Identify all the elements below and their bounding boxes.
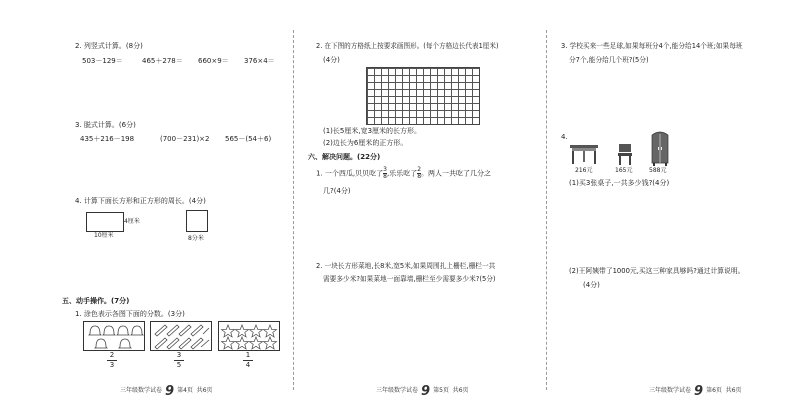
p2-q2-sub1: (1)长5厘米,宽3厘米的长方形。 [323,127,422,135]
p3-q4-num: 4. [561,133,568,141]
table-icon [569,143,599,165]
page-left [0,0,290,415]
cabinet-icon [651,130,669,166]
chair-icon [617,144,633,166]
p2-q2b-line2: 需要多少米?如果菜地一面靠墙,栅栏至少需要多少米?(5分) [323,275,496,283]
column-divider-1 [293,30,294,390]
q2-item-3: 660×9＝ [198,57,229,65]
bells-box [83,321,145,351]
footer-page-4: 三年级数学试卷 9 第4页 共6页 [120,384,213,399]
p2-q2-sub2: (2)边长为6厘米的正方形。 [323,139,408,147]
pencil-icons [151,322,211,350]
bell-icons [84,322,144,350]
q3-item-3: 565－(54＋6) [225,135,272,143]
p3-q4-sub2-line2: (4分) [583,281,600,289]
q2-item-4: 376×4＝ [244,57,275,65]
q3-item-2: (700－231)×2 [160,135,210,143]
stars-box [218,321,280,351]
section5-title: 五、动手操作。(7分) [62,297,130,305]
p3-q3-line2: 分7个,能分给几个班?(5分) [569,56,649,64]
pencils-box [150,321,212,351]
q2-title: 2. 列竖式计算。(8分) [75,42,143,50]
rect-length-label: 10厘米 [94,232,114,239]
q2-item-2: 465＋278＝ [142,57,183,65]
p2-q1-line1: 1. 一个西瓜,贝贝吃了 $\frac{3}{8}$ ,乐乐吃了 $\frac{2}{8}$ 。两人一共吃了几分之 [316,166,492,180]
column-divider-2 [546,30,547,390]
square-figure [186,210,208,232]
q4-title: 4. 计算下面长方形和正方形的周长。(4分) [75,197,206,205]
price-cabinet: 588元 [649,167,667,174]
p3-q4-sub1: (1)买3张桌子,一共多少钱?(4分) [569,179,670,187]
footer-page-6: 三年级数学试卷 9 第6页 共6页 [649,384,742,399]
q3-item-1: 435＋216－198 [80,135,135,143]
fraction-2-8: $\frac{2}{8}$ [417,166,422,180]
price-table: 216元 [575,167,593,174]
q3-title: 3. 脱式计算。(6分) [75,121,136,129]
q2-item-1: 503－129＝ [82,57,123,65]
rect-width-label: 4厘米 [124,218,140,225]
s5-q1-title: 1. 涂色表示各图下面的分数。(3分) [75,310,185,318]
fraction-3-8: $\frac{3}{8}$ [383,166,387,180]
rectangle-figure [86,212,124,232]
p2-q2b-line1: 2. 一块长方形菜地,长8米,宽5米,如果周围扎上栅栏,栅栏一共 [316,262,496,270]
square-grid-paper [366,67,480,125]
square-label: 8分米 [188,235,204,242]
page-middle [296,0,546,415]
p2-q2-score: (4分) [323,56,340,64]
footer-page-5: 三年级数学试卷 9 第5页 共6页 [376,384,469,399]
fraction-3-5: 3 5 [174,352,184,369]
fraction-2-3: 2 3 [107,352,117,369]
p2-q2-title: 2. 在下图的方格纸上按要求画图形。(每个方格边长代表1厘米) [316,42,499,50]
p3-q3-line1: 3. 学校买来一些足球,如果每班分4个,能分给14个班;如果每班 [561,42,743,50]
p2-q1-line2: 几?(4分) [323,187,351,195]
p3-q4-sub2-line1: (2)王阿姨带了1000元,买这三种家具够吗?通过计算说明。 [569,267,745,275]
fraction-1-4: 1 4 [243,352,253,369]
price-chair: 165元 [615,167,633,174]
section6-title: 六、解决问题。(22分) [308,153,381,161]
star-icons [219,322,279,350]
page-right [549,0,800,415]
